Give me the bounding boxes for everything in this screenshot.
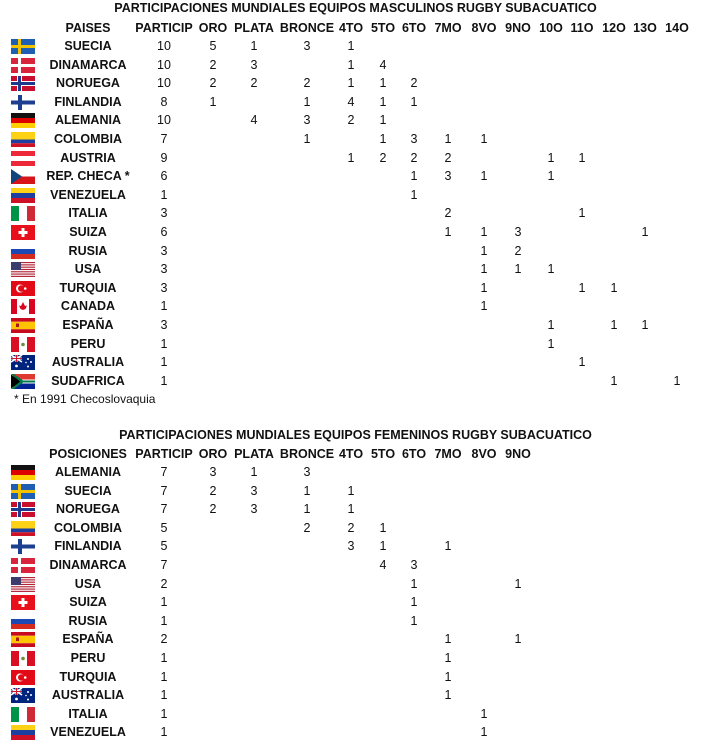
table-cell: 2 <box>209 483 217 498</box>
table-cell: 1 <box>547 262 555 277</box>
germany-flag-icon <box>11 465 35 480</box>
table-cell: 1 <box>480 280 488 295</box>
table-row <box>0 167 711 185</box>
country-name: PERU <box>70 336 106 351</box>
men-header-14: 13O <box>633 21 657 35</box>
table-cell: 6 <box>160 225 168 239</box>
table-cell: 2 <box>444 206 452 221</box>
women-header-3: PLATA <box>234 447 274 461</box>
country-name: COLOMBIA <box>53 132 123 146</box>
table-cell: 1 <box>250 465 258 479</box>
canada-flag-icon <box>11 299 35 314</box>
table-cell: 1 <box>347 57 355 72</box>
switzerland-flag-icon <box>11 595 35 610</box>
table-cell: 1 <box>610 318 618 332</box>
women-header-8: 7MO <box>434 447 462 461</box>
table-row <box>0 37 711 55</box>
table-cell: 1 <box>160 595 168 610</box>
usa-flag-icon <box>11 577 35 592</box>
table-cell: 1 <box>250 39 258 53</box>
table-row <box>0 593 711 611</box>
table-cell: 1 <box>160 187 168 202</box>
country-name: AUSTRALIA <box>51 355 125 370</box>
table-cell: 1 <box>410 187 418 202</box>
table-cell: 2 <box>209 502 217 517</box>
table-cell: 3 <box>444 169 452 184</box>
russia-flag-icon <box>11 614 35 629</box>
table-cell: 2 <box>347 113 355 128</box>
table-row <box>0 279 711 297</box>
table-cell: 1 <box>303 132 311 146</box>
table-cell: 2 <box>303 76 311 91</box>
table-cell: 1 <box>610 280 618 295</box>
table-row <box>0 111 711 129</box>
table-cell: 2 <box>209 76 217 91</box>
table-cell: 3 <box>160 262 168 277</box>
table-row <box>0 519 711 537</box>
country-name: ALEMANIA <box>55 113 121 128</box>
table-cell: 1 <box>160 336 168 351</box>
table-cell: 2 <box>209 57 217 72</box>
men-header-3: PLATA <box>234 21 274 35</box>
table-row <box>0 93 711 111</box>
table-row <box>0 463 711 481</box>
table-cell: 7 <box>160 132 168 146</box>
table-row <box>0 260 711 278</box>
spain-flag-icon <box>11 632 35 647</box>
table-cell: 1 <box>160 725 168 740</box>
table-cell: 10 <box>157 113 171 128</box>
country-name: USA <box>74 576 102 591</box>
table-row <box>0 556 711 574</box>
table-cell: 5 <box>160 539 168 554</box>
table-cell: 7 <box>160 465 168 479</box>
table-cell: 1 <box>578 355 586 370</box>
women-header-10: 9NO <box>505 447 531 461</box>
country-name: NORUEGA <box>56 76 120 91</box>
table-cell: 4 <box>250 113 258 128</box>
table-row <box>0 335 711 353</box>
table-cell: 1 <box>480 299 488 314</box>
country-name: SUIZA <box>69 595 107 610</box>
table-cell: 2 <box>250 76 258 91</box>
table-row <box>0 186 711 204</box>
table-cell: 7 <box>160 502 168 517</box>
table-cell: 3 <box>250 57 258 72</box>
country-name: NORUEGA <box>56 502 120 517</box>
table-cell: 1 <box>578 150 586 165</box>
table-cell: 8 <box>160 94 168 109</box>
table-row <box>0 612 711 630</box>
table-row <box>0 316 711 334</box>
table-cell: 1 <box>673 373 681 388</box>
spain-flag-icon <box>11 318 35 333</box>
finland-flag-icon <box>11 539 35 554</box>
table-cell: 1 <box>209 94 217 109</box>
italy-flag-icon <box>11 206 35 221</box>
men-header-4: BRONCE <box>279 21 335 35</box>
country-name: RUSIA <box>68 613 108 628</box>
finland-flag-icon <box>11 95 35 110</box>
women-header-5: 4TO <box>338 447 364 461</box>
table-cell: 4 <box>347 94 355 109</box>
italy-flag-icon <box>11 707 35 722</box>
table-cell: 3 <box>347 539 355 554</box>
table-cell: 1 <box>480 169 488 184</box>
table-cell: 1 <box>160 688 168 703</box>
table-cell: 3 <box>410 132 418 146</box>
colombia-flag-icon <box>11 521 35 536</box>
country-name: FINLANDIA <box>54 94 122 109</box>
table-cell: 1 <box>410 613 418 628</box>
turkey-flag-icon <box>11 670 35 685</box>
table-cell: 1 <box>347 502 355 517</box>
table-cell: 1 <box>547 169 555 184</box>
table-cell: 1 <box>379 520 387 535</box>
table-cell: 10 <box>157 76 171 91</box>
men-header-15: 14O <box>665 21 689 35</box>
country-name: RUSIA <box>68 243 108 258</box>
women-header-4: BRONCE <box>279 447 335 461</box>
table-cell: 1 <box>480 262 488 277</box>
table-row <box>0 668 711 686</box>
country-name: ITALIA <box>68 206 108 221</box>
table-row <box>0 723 711 741</box>
south-africa-flag-icon <box>11 374 35 389</box>
table-cell: 1 <box>160 706 168 721</box>
men-header-8: 7MO <box>434 21 462 35</box>
table-row <box>0 630 711 648</box>
table-cell: 2 <box>410 150 418 165</box>
norway-flag-icon <box>11 502 35 517</box>
men-header-12: 11O <box>570 21 594 35</box>
table-cell: 9 <box>160 150 168 165</box>
country-name: SUECIA <box>64 483 112 498</box>
country-name: USA <box>74 262 102 277</box>
table-row <box>0 297 711 315</box>
men-header-7: 6TO <box>401 21 427 35</box>
women-header-6: 5TO <box>370 447 396 461</box>
table-cell: 1 <box>379 76 387 91</box>
table-cell: 1 <box>303 502 311 517</box>
table-cell: 1 <box>444 688 452 703</box>
table-row <box>0 537 711 555</box>
usa-flag-icon <box>11 262 35 277</box>
table-cell: 3 <box>250 502 258 517</box>
women-header-0: POSICIONES <box>49 447 127 461</box>
czech-flag-icon <box>11 169 35 184</box>
men-header-11: 10O <box>539 21 563 35</box>
table-cell: 1 <box>379 539 387 554</box>
men-header-2: ORO <box>198 21 228 35</box>
table-row <box>0 372 711 390</box>
table-cell: 1 <box>514 262 522 277</box>
country-name: VENEZUELA <box>50 725 126 740</box>
table-cell: 3 <box>303 39 311 53</box>
denmark-flag-icon <box>11 58 35 73</box>
table-row <box>0 686 711 704</box>
switzerland-flag-icon <box>11 225 35 240</box>
table-cell: 3 <box>410 558 418 572</box>
table-cell: 5 <box>160 520 168 535</box>
country-name: AUSTRALIA <box>51 688 125 703</box>
table-cell: 1 <box>610 373 618 388</box>
country-name: ALEMANIA <box>55 465 121 479</box>
table-cell: 1 <box>410 576 418 591</box>
table-cell: 1 <box>160 373 168 388</box>
table-cell: 1 <box>379 113 387 128</box>
table-cell: 1 <box>444 669 452 684</box>
table-cell: 5 <box>209 39 217 53</box>
men-header-9: 8VO <box>471 21 497 35</box>
table-cell: 1 <box>444 539 452 554</box>
table-cell: 1 <box>347 483 355 498</box>
country-name: COLOMBIA <box>53 520 123 535</box>
table-cell: 2 <box>444 150 452 165</box>
table-row <box>0 223 711 241</box>
table-cell: 10 <box>157 57 171 72</box>
table-cell: 1 <box>547 150 555 165</box>
table-cell: 1 <box>641 318 649 332</box>
table-cell: 1 <box>379 94 387 109</box>
men-header-row <box>0 19 711 37</box>
table-cell: 10 <box>157 39 171 53</box>
men-header-10: 9NO <box>505 21 531 35</box>
country-name: TURQUIA <box>59 280 117 295</box>
country-name: ITALIA <box>68 706 108 721</box>
country-name: CANADA <box>60 299 116 314</box>
denmark-flag-icon <box>11 558 35 573</box>
country-name: DINAMARCA <box>49 57 127 72</box>
table-cell: 1 <box>410 94 418 109</box>
country-name: DINAMARCA <box>49 558 127 572</box>
table-cell: 2 <box>160 632 168 647</box>
venezuela-flag-icon <box>11 188 35 203</box>
table-cell: 1 <box>480 725 488 740</box>
table-row <box>0 482 711 500</box>
table-cell: 1 <box>160 355 168 370</box>
venezuela-flag-icon <box>11 725 35 740</box>
men-header-0: PAISES <box>65 21 111 35</box>
table-cell: 1 <box>480 132 488 146</box>
table-cell: 2 <box>303 520 311 535</box>
men-header-6: 5TO <box>370 21 396 35</box>
table-cell: 4 <box>379 558 387 572</box>
table-cell: 1 <box>160 299 168 314</box>
table-cell: 1 <box>410 169 418 184</box>
men-header-13: 12O <box>602 21 626 35</box>
table-cell: 1 <box>347 39 355 53</box>
country-name: SUIZA <box>69 225 107 239</box>
table-cell: 1 <box>303 483 311 498</box>
table-cell: 3 <box>209 465 217 479</box>
table-cell: 7 <box>160 558 168 572</box>
men-header-1: PARTICIP <box>135 21 193 35</box>
sweden-flag-icon <box>11 39 35 54</box>
country-name: PERU <box>70 651 106 665</box>
colombia-flag-icon <box>11 132 35 147</box>
table-cell: 3 <box>160 206 168 221</box>
table-cell: 2 <box>379 150 387 165</box>
turkey-flag-icon <box>11 281 35 296</box>
men-table-title: PARTICIPACIONES MUNDIALES EQUIPOS MASCULINOS RUGBY SUBACUATICO <box>114 1 597 15</box>
country-name: REP. CHECA * <box>46 169 130 184</box>
table-cell: 1 <box>303 94 311 109</box>
country-name: TURQUIA <box>59 669 117 684</box>
country-name: SUECIA <box>64 39 112 53</box>
table-cell: 1 <box>347 150 355 165</box>
russia-flag-icon <box>11 244 35 259</box>
table-cell: 3 <box>514 225 522 239</box>
australia-flag-icon <box>11 355 35 370</box>
austria-flag-icon <box>11 151 35 166</box>
country-name: FINLANDIA <box>54 539 122 554</box>
table-cell: 3 <box>160 243 168 258</box>
table-row <box>0 500 711 518</box>
table-cell: 3 <box>160 280 168 295</box>
sweden-flag-icon <box>11 484 35 499</box>
table-cell: 1 <box>444 132 452 146</box>
women-table-title: PARTICIPACIONES MUNDIALES EQUIPOS FEMENINOS RUGBY SUBACUATICO <box>119 428 592 442</box>
table-cell: 1 <box>514 632 522 647</box>
table-cell: 1 <box>514 576 522 591</box>
table-cell: 3 <box>160 318 168 332</box>
table-cell: 2 <box>347 520 355 535</box>
footnote: * En 1991 Checoslovaquia <box>14 392 156 406</box>
table-cell: 2 <box>160 576 168 591</box>
women-header-7: 6TO <box>401 447 427 461</box>
table-cell: 1 <box>578 280 586 295</box>
women-header-9: 8VO <box>471 447 497 461</box>
women-header-1: PARTICIP <box>135 447 193 461</box>
table-row <box>0 74 711 92</box>
table-cell: 1 <box>444 225 452 239</box>
country-name: VENEZUELA <box>50 187 126 202</box>
country-name: SUDAFRICA <box>51 373 125 388</box>
australia-flag-icon <box>11 688 35 703</box>
women-header-2: ORO <box>198 447 228 461</box>
peru-flag-icon <box>11 651 35 666</box>
table-row <box>0 149 711 167</box>
table-cell: 3 <box>303 113 311 128</box>
table-cell: 4 <box>379 57 387 72</box>
table-row <box>0 130 711 148</box>
country-name: ESPAÑA <box>62 318 114 332</box>
table-cell: 6 <box>160 169 168 184</box>
table-cell: 1 <box>160 669 168 684</box>
table-cell: 1 <box>160 613 168 628</box>
table-cell: 1 <box>480 225 488 239</box>
table-cell: 1 <box>410 595 418 610</box>
table-cell: 1 <box>480 706 488 721</box>
table-cell: 1 <box>547 336 555 351</box>
peru-flag-icon <box>11 337 35 352</box>
country-name: ESPAÑA <box>62 632 114 647</box>
table-cell: 1 <box>547 318 555 332</box>
table-cell: 1 <box>444 651 452 665</box>
table-cell: 1 <box>641 225 649 239</box>
table-row <box>0 575 711 593</box>
table-cell: 3 <box>250 483 258 498</box>
table-cell: 2 <box>514 243 522 258</box>
country-name: AUSTRIA <box>60 150 116 165</box>
table-cell: 1 <box>578 206 586 221</box>
women-header-row <box>0 445 711 463</box>
table-cell: 7 <box>160 483 168 498</box>
germany-flag-icon <box>11 113 35 128</box>
norway-flag-icon <box>11 76 35 91</box>
table-row <box>0 649 711 667</box>
table-cell: 2 <box>410 76 418 91</box>
table-cell: 1 <box>347 76 355 91</box>
table-cell: 1 <box>379 132 387 146</box>
table-cell: 1 <box>480 243 488 258</box>
table-cell: 3 <box>303 465 311 479</box>
table-cell: 1 <box>444 632 452 647</box>
table-row <box>0 204 711 222</box>
table-row <box>0 56 711 74</box>
table-row <box>0 705 711 723</box>
table-row <box>0 353 711 371</box>
men-header-5: 4TO <box>338 21 364 35</box>
table-cell: 1 <box>160 651 168 665</box>
table-row <box>0 242 711 260</box>
